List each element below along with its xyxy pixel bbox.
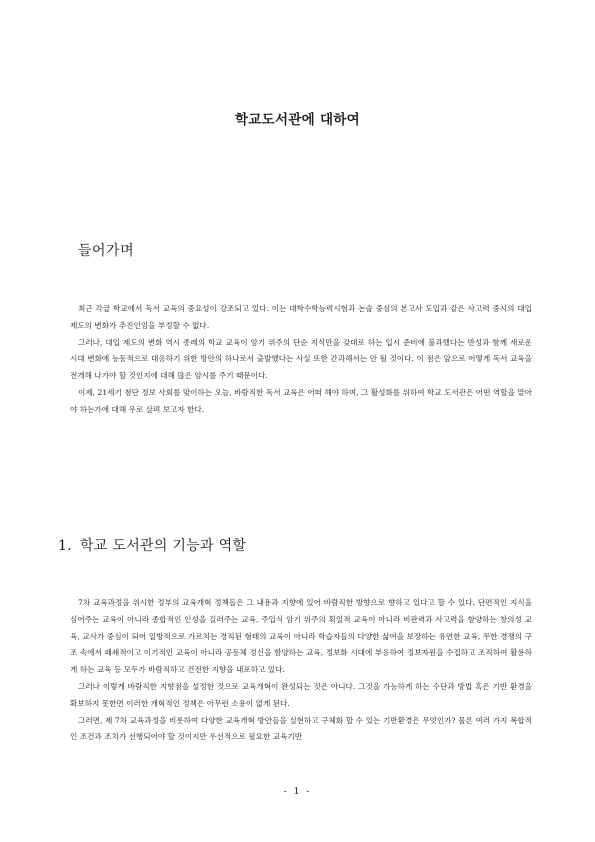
- section-1-body: [70, 595, 532, 746]
- intro-paragraph: 그러나, 대입 제도의 변화 역시 종래의 학교 교육이 암기 위주의 단순 지식만을 갖대로 하는 입시 준비에 불과했다는 반성과 함께 새로운 시대 변화에 능동적으로 대응하기 위한 방안의 하나로서 출발했다는 사실 또한 간과해서는 안 될 것이다. 이 점은 앞으로 어떻게 독서 교육을 전개해 나가야 할 것인지에 대해 많은 암시를 주기 때문이다.: [70, 337, 532, 381]
- intro-paragraph: 최근 각급 학교에서 독서 교육의 중요성이 강조되고 있다. 이는 대학수학능력시험과 논술 중심의 본고사 도입과 같은 사고력 중시의 대입 제도의 변화가 추진인임을 부정할 수 없다.: [70, 304, 532, 330]
- section-1-paragraph: 그러면, 제 7차 교육과정을 비롯하여 다양한 교육개혁 방안들을 실현하고 구체화 할 수 있는 기반환경은 무엇인가? 물론 여러 가지 복합적인 조건과 조치가 선행되어야 할 것이지만 우선적으로 필요한 교육기반: [70, 715, 532, 742]
- intro-paragraph: 이제, 21세기 첨단 정보 사회를 맞이하는 오늘, 바람직한 독서 교육은 어떠 해야 하며, 그 활성화를 위하여 학교 도서관은 어떤 역할을 맡아야 하는가에 대해 우로 살펴 보고자 한다.: [70, 387, 532, 414]
- section-1-number: 1.: [58, 538, 72, 554]
- section-1-paragraph: 7차 교육과정을 위시한 정부의 교육개혁 정책들은 그 내용과 지향에 있어 바람직한 방향으로 향하고 있다고 할 수 있다. 단편적인 지식을 심어주는 교육이 아니라 종합적인 인성을 길러주는 교육, 주입식 암기 위주의 획일적 교육이 아니라 비판력과 사고력을 함양하는 창의성 교육, 교사가 중심이 되어 일방적으로 가르치는 경직된 형태의 교육이 아니라 학습자들의 다양한 삶여을 보장하는 유연한 교육, 무한 경쟁의 구조 속에서 패쇄적이고 이기적인 교육이 아니라 공동체 정신을 함양하는 교육, 정보화 시대에 부응하여 정보자원을 수집하고 조직하여 활용하게 하는 교육 등 모두가 바람직하고 건전한 지향을 내포하고 있다.: [70, 598, 532, 675]
- section-1-heading: [58, 535, 246, 555]
- section-1-title: 학교 도서관의 기능과 역할: [79, 538, 247, 554]
- intro-heading: 들어가며: [78, 243, 135, 259]
- intro-body: [70, 301, 532, 419]
- section-1-paragraph: 그러나 이렇게 바람직한 지향점을 설정한 것으로 교육개혁이 완성되는 것은 아니다. 그것을 가능하게 하는 수단과 방법 혹은 기반 환경을 확보하지 못한면 이러한 개혁적인 정책은 아무런 소용이 없게 된다.: [70, 681, 532, 708]
- page-number: - 1 -: [283, 787, 312, 797]
- document-title: 학교도서관에 대하여: [234, 112, 361, 128]
